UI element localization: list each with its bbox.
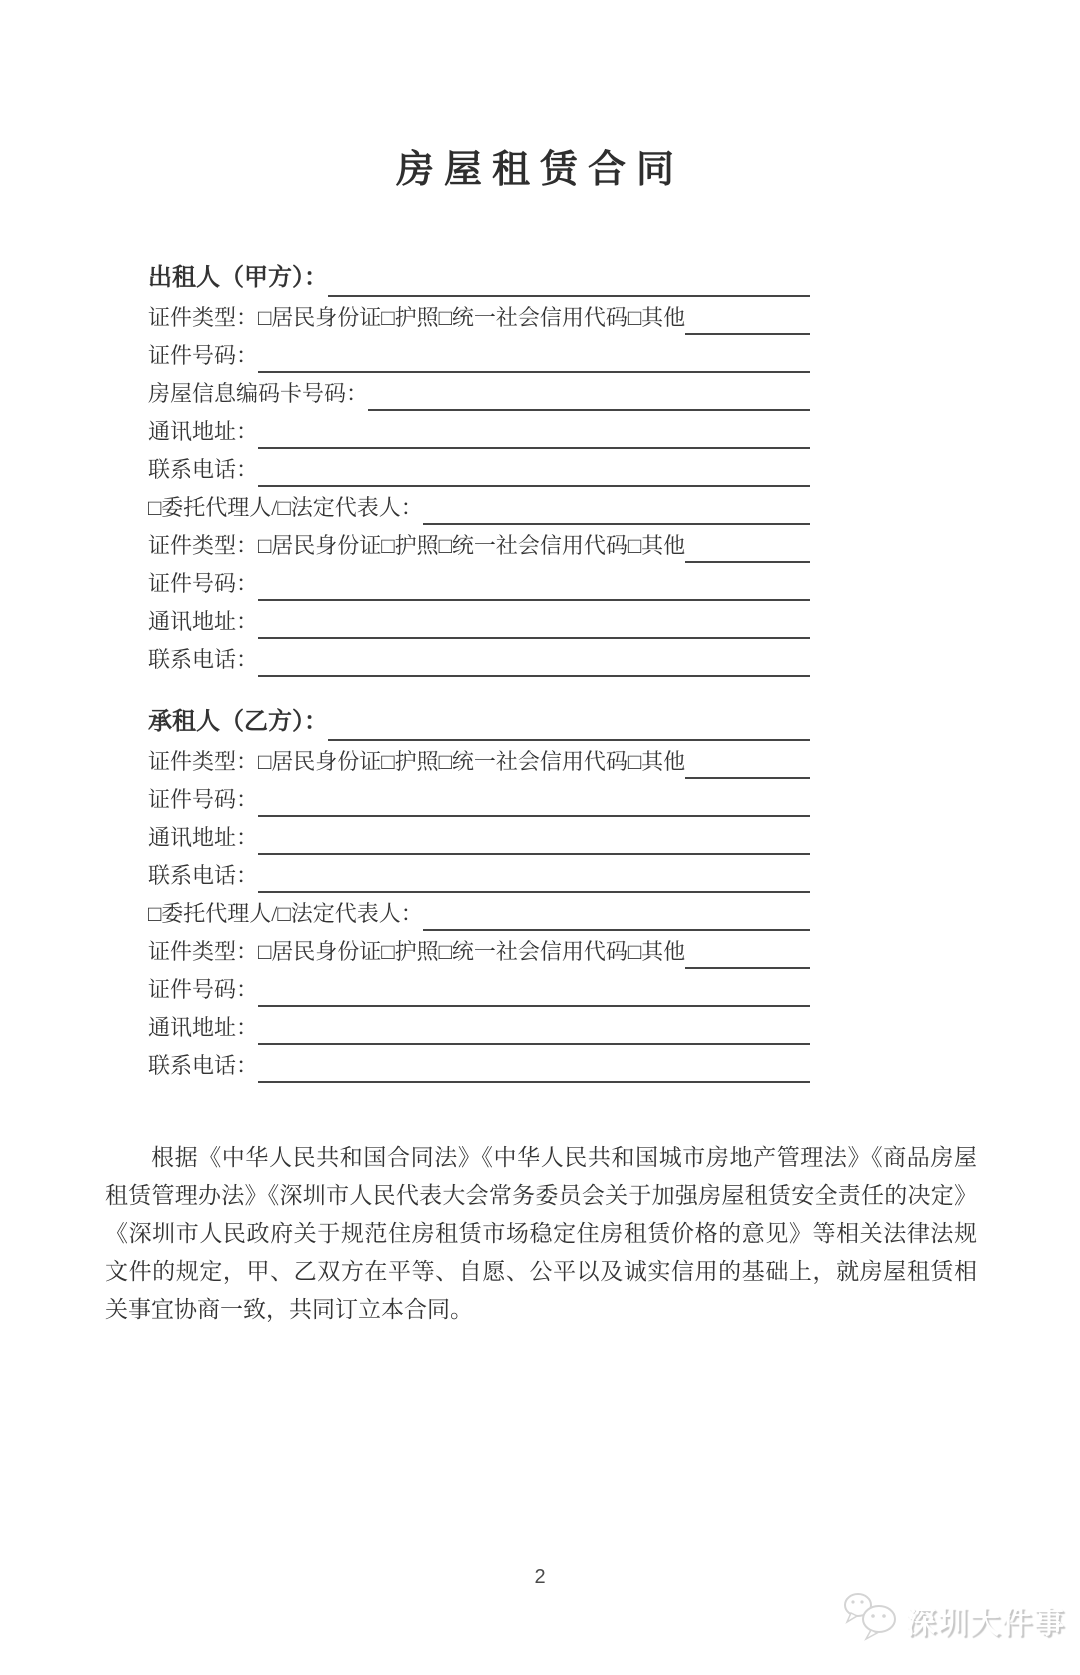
document-title: 房屋租赁合同 — [395, 149, 684, 191]
field-label: 通讯地址： — [148, 1015, 259, 1040]
party-b-name-blank — [328, 701, 810, 741]
field-row-housing-code — [148, 373, 810, 411]
field-label: 证件号码： — [148, 343, 259, 368]
contract-form — [148, 257, 810, 1083]
cert-type-options-with-checkboxes: □居民身份证□护照□统一社会信用代码□其他 — [258, 305, 686, 330]
fill-in-blank — [258, 601, 810, 639]
fill-in-blank — [258, 411, 810, 449]
field-label: 证件号码： — [148, 977, 259, 1002]
field-label: 证件类型： — [148, 939, 259, 964]
fill-in-blank — [258, 1007, 810, 1045]
field-label: 证件号码： — [148, 571, 259, 596]
fill-in-blank — [258, 563, 810, 601]
field-row-phone — [148, 449, 810, 487]
field-row-phone — [148, 1045, 810, 1083]
fill-in-blank — [258, 855, 810, 893]
fill-in-blank — [258, 335, 810, 373]
field-label: 通讯地址： — [148, 609, 259, 634]
fill-in-blank — [685, 931, 810, 969]
field-row-address — [148, 601, 810, 639]
page-number: 2 — [534, 1566, 546, 1588]
party-a-heading: 出租人（甲方）： — [148, 265, 328, 291]
party-a-section — [148, 257, 810, 677]
field-row-address — [148, 1007, 810, 1045]
field-label-with-checkboxes: □委托代理人/□法定代表人： — [148, 901, 423, 926]
field-row-cert-type — [148, 297, 810, 335]
fill-in-blank — [258, 817, 810, 855]
field-label: 联系电话： — [148, 863, 259, 888]
field-label-with-checkboxes: □委托代理人/□法定代表人： — [148, 495, 423, 520]
party-b-heading: 承租人（乙方）： — [148, 709, 328, 735]
watermark — [842, 1592, 1066, 1647]
legal-basis-paragraph: 根据《中华人民共和国合同法》《中华人民共和国城市房地产管理法》《商品房屋租赁管理办法》《深圳市人民代表大会常务委员会关于加强房屋租赁安全责任的决定》《深圳市人民政府关于规范住房租赁市场稳定住房租赁价格的意见》等相关法律法规文件的规定，甲、乙双方在平等、自愿、公平以及诚实信用的基础上，就房屋租赁相关事宜协商一致，共同订立本合同。 — [105, 1145, 977, 1322]
field-row-cert-number — [148, 779, 810, 817]
fill-in-blank — [423, 487, 810, 525]
fill-in-blank — [258, 449, 810, 487]
fill-in-blank — [258, 1045, 810, 1083]
field-row-address — [148, 817, 810, 855]
field-row-address — [148, 411, 810, 449]
field-label: 证件类型： — [148, 533, 259, 558]
field-row-cert-type — [148, 525, 810, 563]
field-label: 联系电话： — [148, 1053, 259, 1078]
fill-in-blank — [685, 525, 810, 563]
field-label: 通讯地址： — [148, 825, 259, 850]
field-label: 房屋信息编码卡号码： — [148, 381, 369, 406]
field-label: 证件类型： — [148, 305, 259, 330]
field-label: 联系电话： — [148, 457, 259, 482]
fill-in-blank — [685, 297, 810, 335]
fill-in-blank — [258, 779, 810, 817]
cert-type-options-with-checkboxes: □居民身份证□护照□统一社会信用代码□其他 — [258, 749, 686, 774]
field-row-phone — [148, 639, 810, 677]
field-row-cert-number — [148, 563, 810, 601]
field-label: 通讯地址： — [148, 419, 259, 444]
fill-in-blank — [368, 373, 810, 411]
field-label: 证件类型： — [148, 749, 259, 774]
party-a-name-blank — [328, 257, 810, 297]
field-row-cert-number — [148, 969, 810, 1007]
fill-in-blank — [685, 741, 810, 779]
cert-type-options-with-checkboxes: □居民身份证□护照□统一社会信用代码□其他 — [258, 533, 686, 558]
field-row-cert-number — [148, 335, 810, 373]
fill-in-blank — [423, 893, 810, 931]
fill-in-blank — [258, 639, 810, 677]
fill-in-blank — [258, 969, 810, 1007]
party-b-section — [148, 701, 810, 1083]
field-row-cert-type — [148, 741, 810, 779]
field-label: 证件号码： — [148, 787, 259, 812]
field-row-agent — [148, 893, 810, 931]
cert-type-options-with-checkboxes: □居民身份证□护照□统一社会信用代码□其他 — [258, 939, 686, 964]
field-row-phone — [148, 855, 810, 893]
field-row-cert-type — [148, 931, 810, 969]
party-a-heading-row — [148, 257, 810, 297]
chat-bubbles-icon — [842, 1592, 900, 1647]
watermark-text: 深圳大件事 — [906, 1606, 1066, 1640]
field-row-agent — [148, 487, 810, 525]
field-label: 联系电话： — [148, 647, 259, 672]
party-b-heading-row — [148, 701, 810, 741]
